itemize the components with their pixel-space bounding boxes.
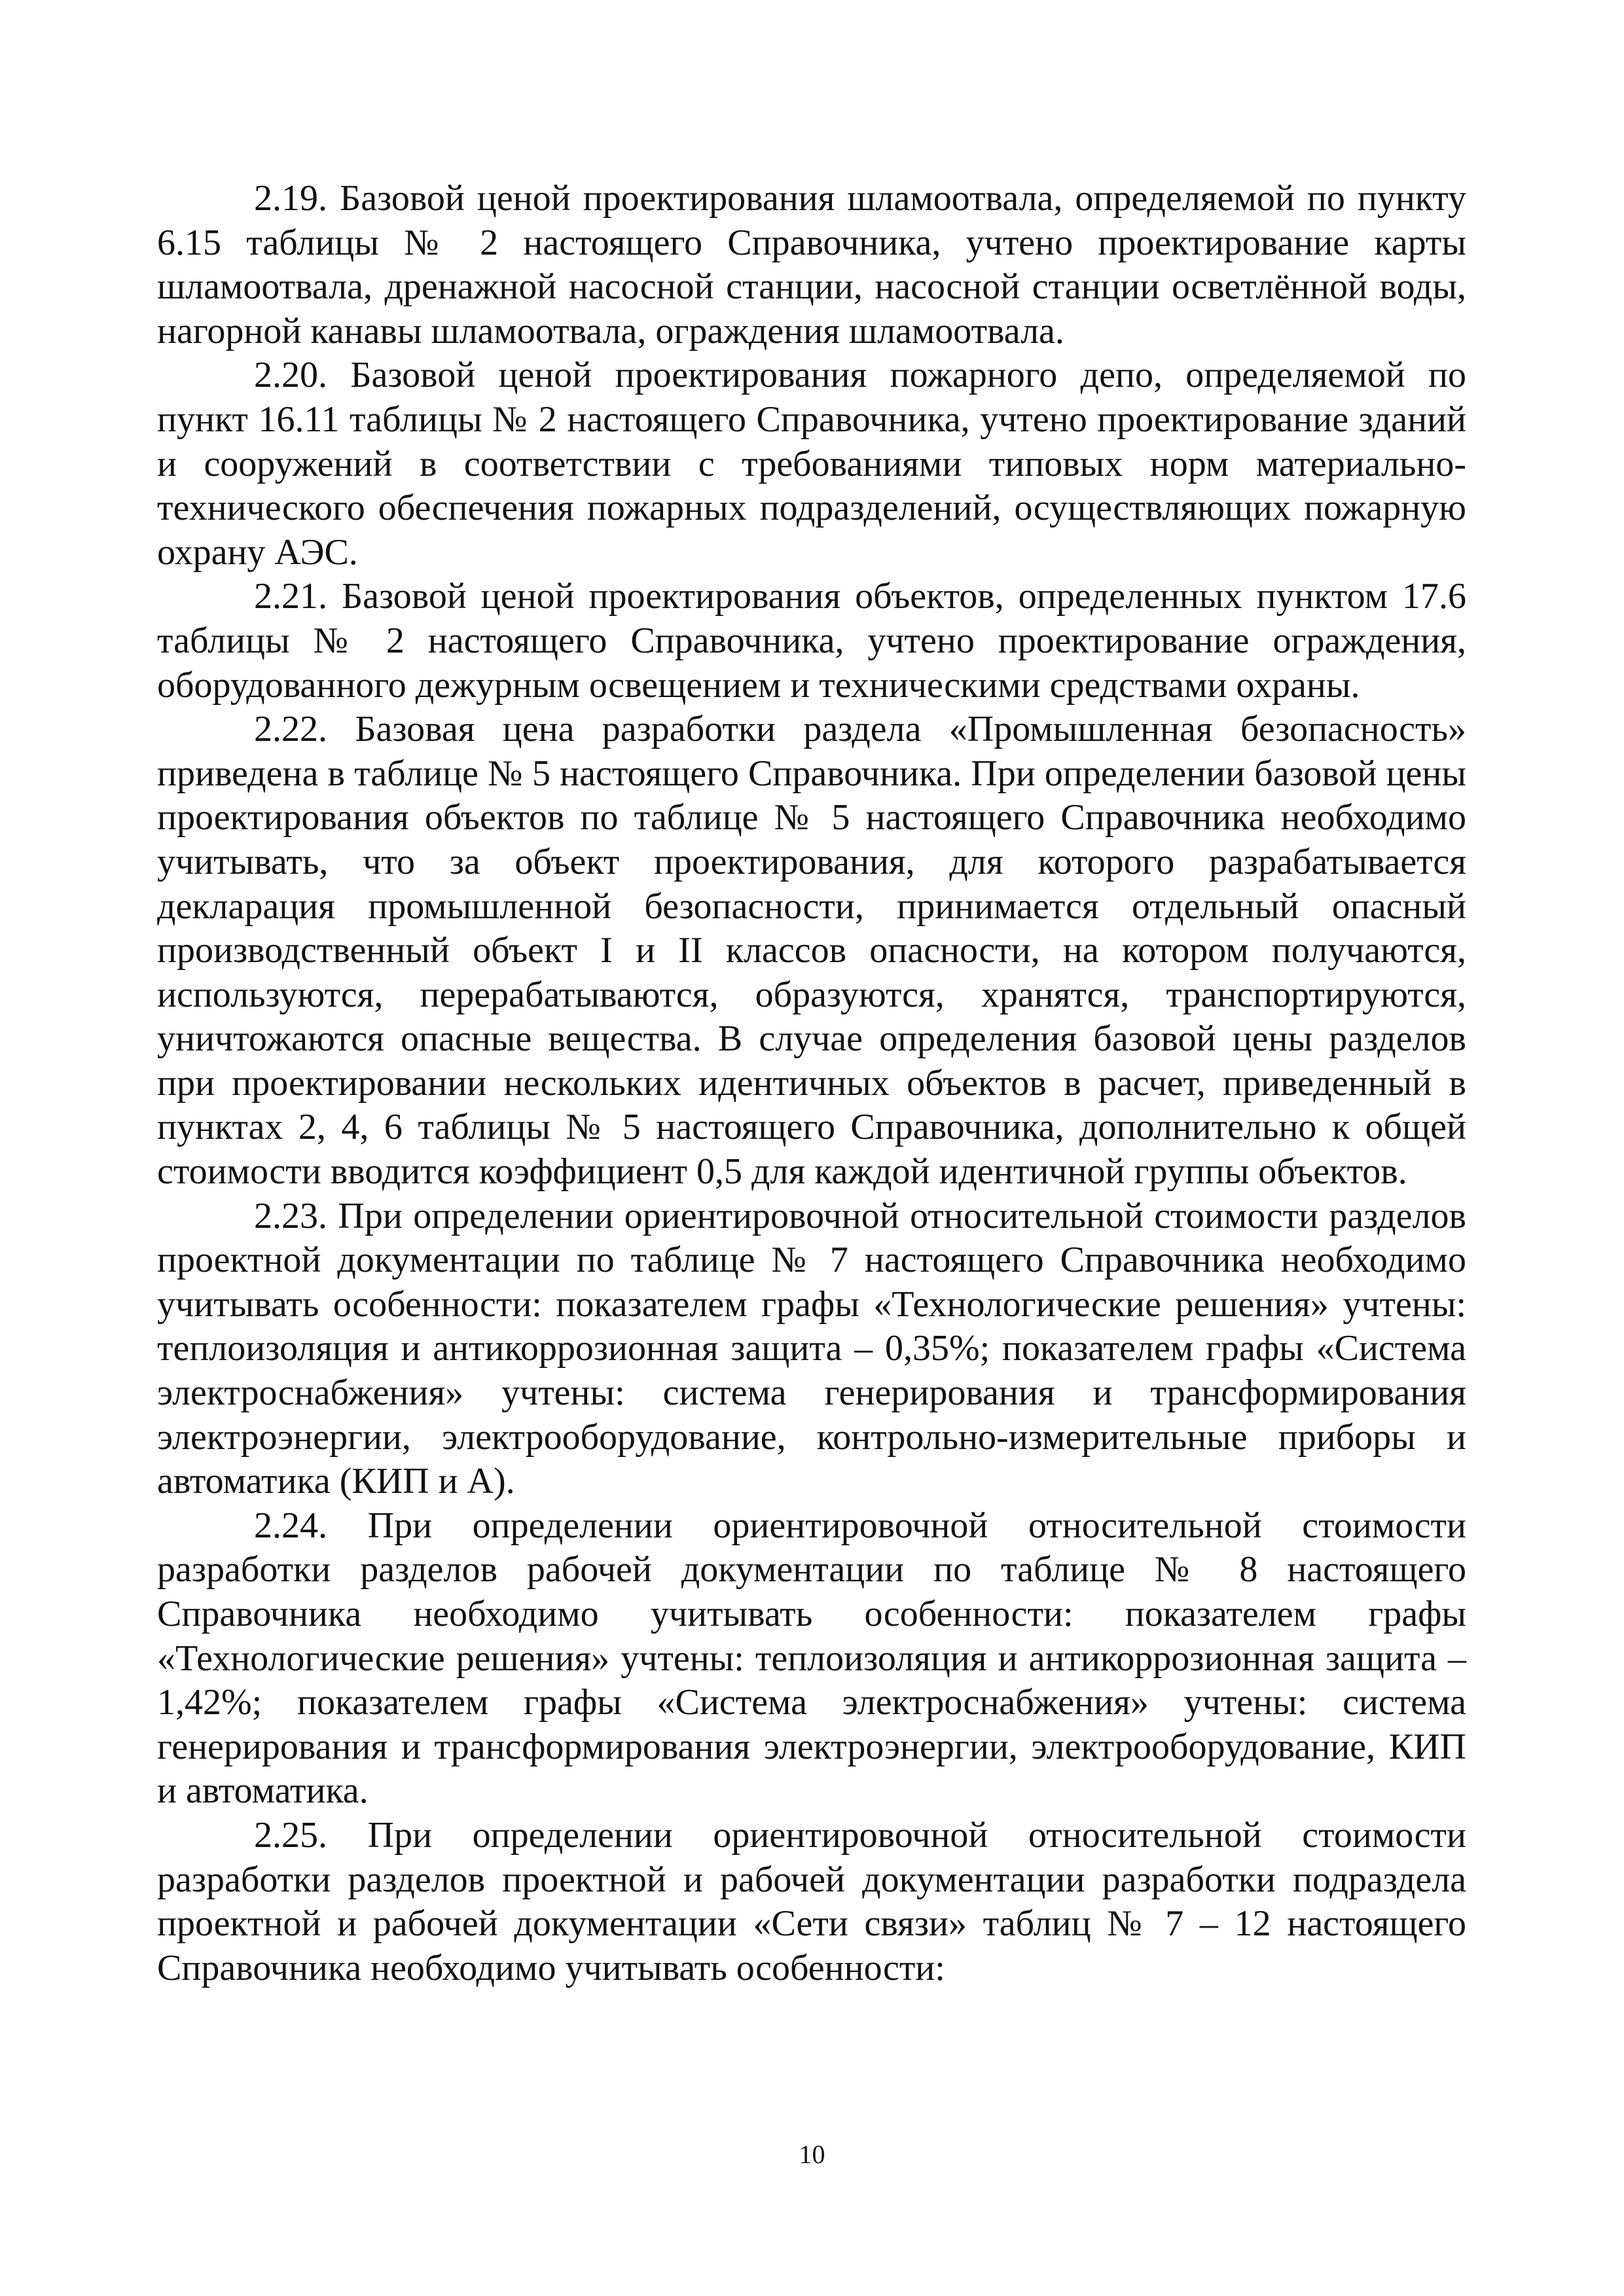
paragraph-2-19: 2.19. Базовой ценой проектирования шламоотвала, определяемой по пункту 6.15 таблицы № 2 настоящего Справочника, учтено проектирование карты шламоотвала, дренажной насосной станции, насосной станции осветлённой воды, нагорной канавы шламоотвала, ограждения шламоотвала. xyxy=(157,178,1466,351)
paragraph-2-20: 2.20. Базовой ценой проектирования пожарного депо, определяемой по пункт 16.11 таблицы № 2 настоящего Справочника, учтено проектирование зданий и сооружений в соответствии с требованиями типовых норм материально-технического обеспечения пожарных подразделений, осуществляющих пожарную охрану АЭС. xyxy=(157,355,1466,573)
paragraph-2-23: 2.23. При определении ориентировочной относительной стоимости разделов проектной документации по таблице № 7 настоящего Справочника необходимо учитывать особенности: показателем графы «Технологические решения» учтены: теплоизоляция и антикоррозионная защита – 0,35%; показателем графы «Система электроснабжения» учтены: система генерирования и трансформирования электроэнергии, электрооборудование, контрольно-измерительные приборы и автоматика (КИП и А). xyxy=(157,1195,1466,1502)
paragraph-2-24: 2.24. При определении ориентировочной относительной стоимости разработки разделов рабочей документации по таблице № 8 настоящего Справочника необходимо учитывать особенности: показателем графы «Технологические решения» учтены: теплоизоляция и антикоррозионная защита – 1,42%; показателем графы «Система электроснабжения» учтены: система генерирования и трансформирования электроэнергии, электрооборудование, КИП и автоматика. xyxy=(157,1505,1466,1812)
document-body xyxy=(157,177,1466,1990)
paragraph-2-22: 2.22. Базовая цена разработки раздела «Промышленная безопасность» приведена в таблице № 5 настоящего Справочника. При определении базовой цены проектирования объектов по таблице № 5 настоящего Справочника необходимо учитывать, что за объект проектирования, для которого разрабатывается декларация промышленной безопасности, принимается отдельный опасный производственный объект I и II классов опасности, на котором получаются, используются, перерабатываются, образуются, хранятся, транспортируются, уничтожаются опасные вещества. В случае определения базовой цены разделов при проектировании нескольких идентичных объектов в расчет, приведенный в пунктах 2, 4, 6 таблицы № 5 настоящего Справочника, дополнительно к общей стоимости вводится коэффициент 0,5 для каждой идентичной группы объектов. xyxy=(157,709,1466,1193)
paragraph-2-21: 2.21. Базовой ценой проектирования объектов, определенных пунктом 17.6 таблицы № 2 настоящего Справочника, учтено проектирование ограждения, оборудованного дежурным освещением и техническими средствами охраны. xyxy=(157,576,1466,706)
paragraph-2-25: 2.25. При определении ориентировочной относительной стоимости разработки разделов проектной и рабочей документации разработки подраздела проектной и рабочей документации «Сети связи» таблиц № 7 – 12 настоящего Справочника необходимо учитывать особенности: xyxy=(157,1814,1466,1988)
page-number: 10 xyxy=(799,2140,825,2169)
